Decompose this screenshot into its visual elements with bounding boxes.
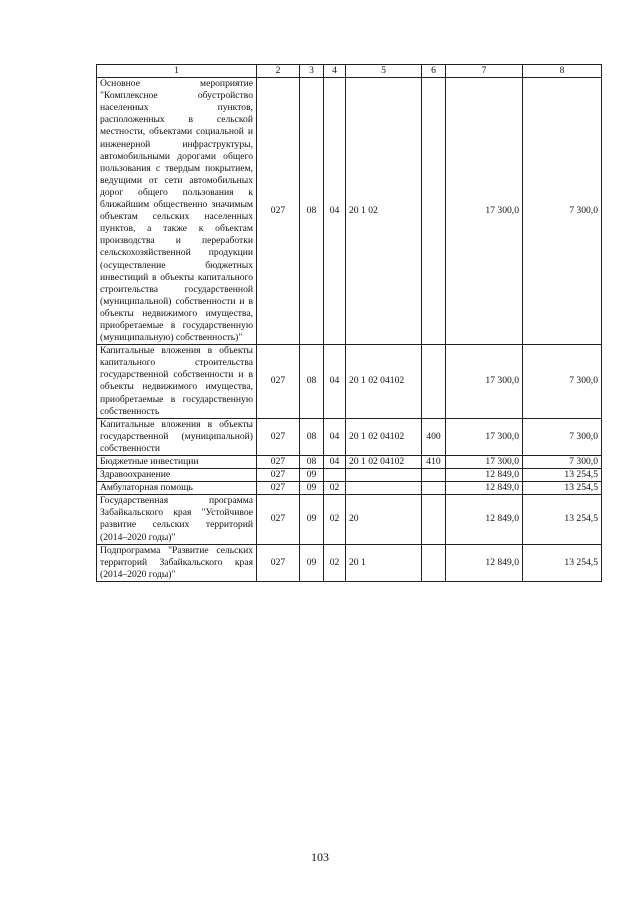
budget-table: [96, 64, 602, 582]
expense-type-cell: 400: [422, 418, 446, 455]
subsection-cell: 04: [324, 456, 346, 469]
header-row: [97, 65, 602, 78]
row-name-cell: Подпрограмма "Развитие сельских территорий Забайкальского края (2014–2020 годы)": [97, 544, 257, 581]
grbs-cell: 027: [257, 78, 300, 345]
amount-year1-cell: 17 300,0: [446, 418, 523, 455]
table-row: [97, 456, 602, 469]
subsection-cell: 04: [324, 418, 346, 455]
subsection-cell: [324, 469, 346, 482]
table-row: [97, 482, 602, 495]
amount-year2-cell: 13 254,5: [523, 482, 602, 495]
column-header: 7: [446, 65, 523, 78]
section-cell: 08: [300, 456, 324, 469]
column-header: 1: [97, 65, 257, 78]
amount-year1-cell: 17 300,0: [446, 345, 523, 419]
column-header: 2: [257, 65, 300, 78]
grbs-cell: 027: [257, 495, 300, 544]
amount-year1-cell: 12 849,0: [446, 495, 523, 544]
row-name-cell: Бюджетные инвестиции: [97, 456, 257, 469]
column-header: 4: [324, 65, 346, 78]
target-article-cell: 20 1 02 04102: [346, 345, 422, 419]
expense-type-cell: [422, 544, 446, 581]
target-article-cell: 20 1 02: [346, 78, 422, 345]
column-header: 8: [523, 65, 602, 78]
target-article-cell: 20: [346, 495, 422, 544]
grbs-cell: 027: [257, 482, 300, 495]
subsection-cell: 02: [324, 544, 346, 581]
amount-year2-cell: 7 300,0: [523, 418, 602, 455]
amount-year1-cell: 17 300,0: [446, 78, 523, 345]
amount-year2-cell: 7 300,0: [523, 78, 602, 345]
table-row: [97, 469, 602, 482]
table-row: [97, 345, 602, 419]
amount-year1-cell: 12 849,0: [446, 469, 523, 482]
target-article-cell: 20 1 02 04102: [346, 456, 422, 469]
expense-type-cell: [422, 78, 446, 345]
column-header: 3: [300, 65, 324, 78]
section-cell: 09: [300, 469, 324, 482]
row-name-cell: Амбулаторная помощь: [97, 482, 257, 495]
subsection-cell: 02: [324, 482, 346, 495]
section-cell: 09: [300, 482, 324, 495]
table-row: [97, 495, 602, 544]
expense-type-cell: [422, 495, 446, 544]
section-cell: 08: [300, 418, 324, 455]
subsection-cell: 02: [324, 495, 346, 544]
row-name-cell: Капитальные вложения в объекты государственной (муниципальной) собственности: [97, 418, 257, 455]
section-cell: 09: [300, 544, 324, 581]
row-name-cell: Капитальные вложения в объекты капитального строительства государственной собственности и в объекты недвижимого имущества, приобретаемые в государственную собственность: [97, 345, 257, 419]
grbs-cell: 027: [257, 345, 300, 419]
grbs-cell: 027: [257, 456, 300, 469]
expense-type-cell: [422, 469, 446, 482]
target-article-cell: 20 1 02 04102: [346, 418, 422, 455]
expense-type-cell: [422, 482, 446, 495]
amount-year1-cell: 12 849,0: [446, 482, 523, 495]
grbs-cell: 027: [257, 418, 300, 455]
column-header: 6: [422, 65, 446, 78]
table-row: [97, 78, 602, 345]
subsection-cell: 04: [324, 78, 346, 345]
row-name-cell: Здравоохранение: [97, 469, 257, 482]
grbs-cell: 027: [257, 544, 300, 581]
grbs-cell: 027: [257, 469, 300, 482]
page-number: 103: [311, 850, 329, 864]
amount-year1-cell: 12 849,0: [446, 544, 523, 581]
subsection-cell: 04: [324, 345, 346, 419]
table-row: [97, 544, 602, 581]
column-header: 5: [346, 65, 422, 78]
table-row: [97, 418, 602, 455]
expense-type-cell: 410: [422, 456, 446, 469]
section-cell: 08: [300, 345, 324, 419]
row-name-cell: Государственная программа Забайкальского края "Устойчивое развитие сельских территорий (2014–2020 годы)": [97, 495, 257, 544]
target-article-cell: [346, 482, 422, 495]
amount-year2-cell: 13 254,5: [523, 544, 602, 581]
target-article-cell: [346, 469, 422, 482]
amount-year2-cell: 13 254,5: [523, 469, 602, 482]
amount-year1-cell: 17 300,0: [446, 456, 523, 469]
expense-type-cell: [422, 345, 446, 419]
section-cell: 09: [300, 495, 324, 544]
amount-year2-cell: 7 300,0: [523, 345, 602, 419]
section-cell: 08: [300, 78, 324, 345]
target-article-cell: 20 1: [346, 544, 422, 581]
amount-year2-cell: 7 300,0: [523, 456, 602, 469]
row-name-cell: Основное мероприятие "Комплексное обустройство населенных пунктов, расположенных в сельской местности, объектами социальной и инженерной инфраструктуры, автомобильными дорогами общего пользования с твердым покрытием, ведущими от сети автомобильных дорог общего пользования к ближайшим общественно значимым объектам сельских населенных пунктов, а также к объектам производства и переработки сельскохозяйственной продукции (осуществление бюджетных инвестиций в объекты капитального строительства государственной (муниципальной) собственности и в объекты недвижимого имущества, приобретаемые в государственную (муниципальную) собственность)": [97, 78, 257, 345]
amount-year2-cell: 13 254,5: [523, 495, 602, 544]
